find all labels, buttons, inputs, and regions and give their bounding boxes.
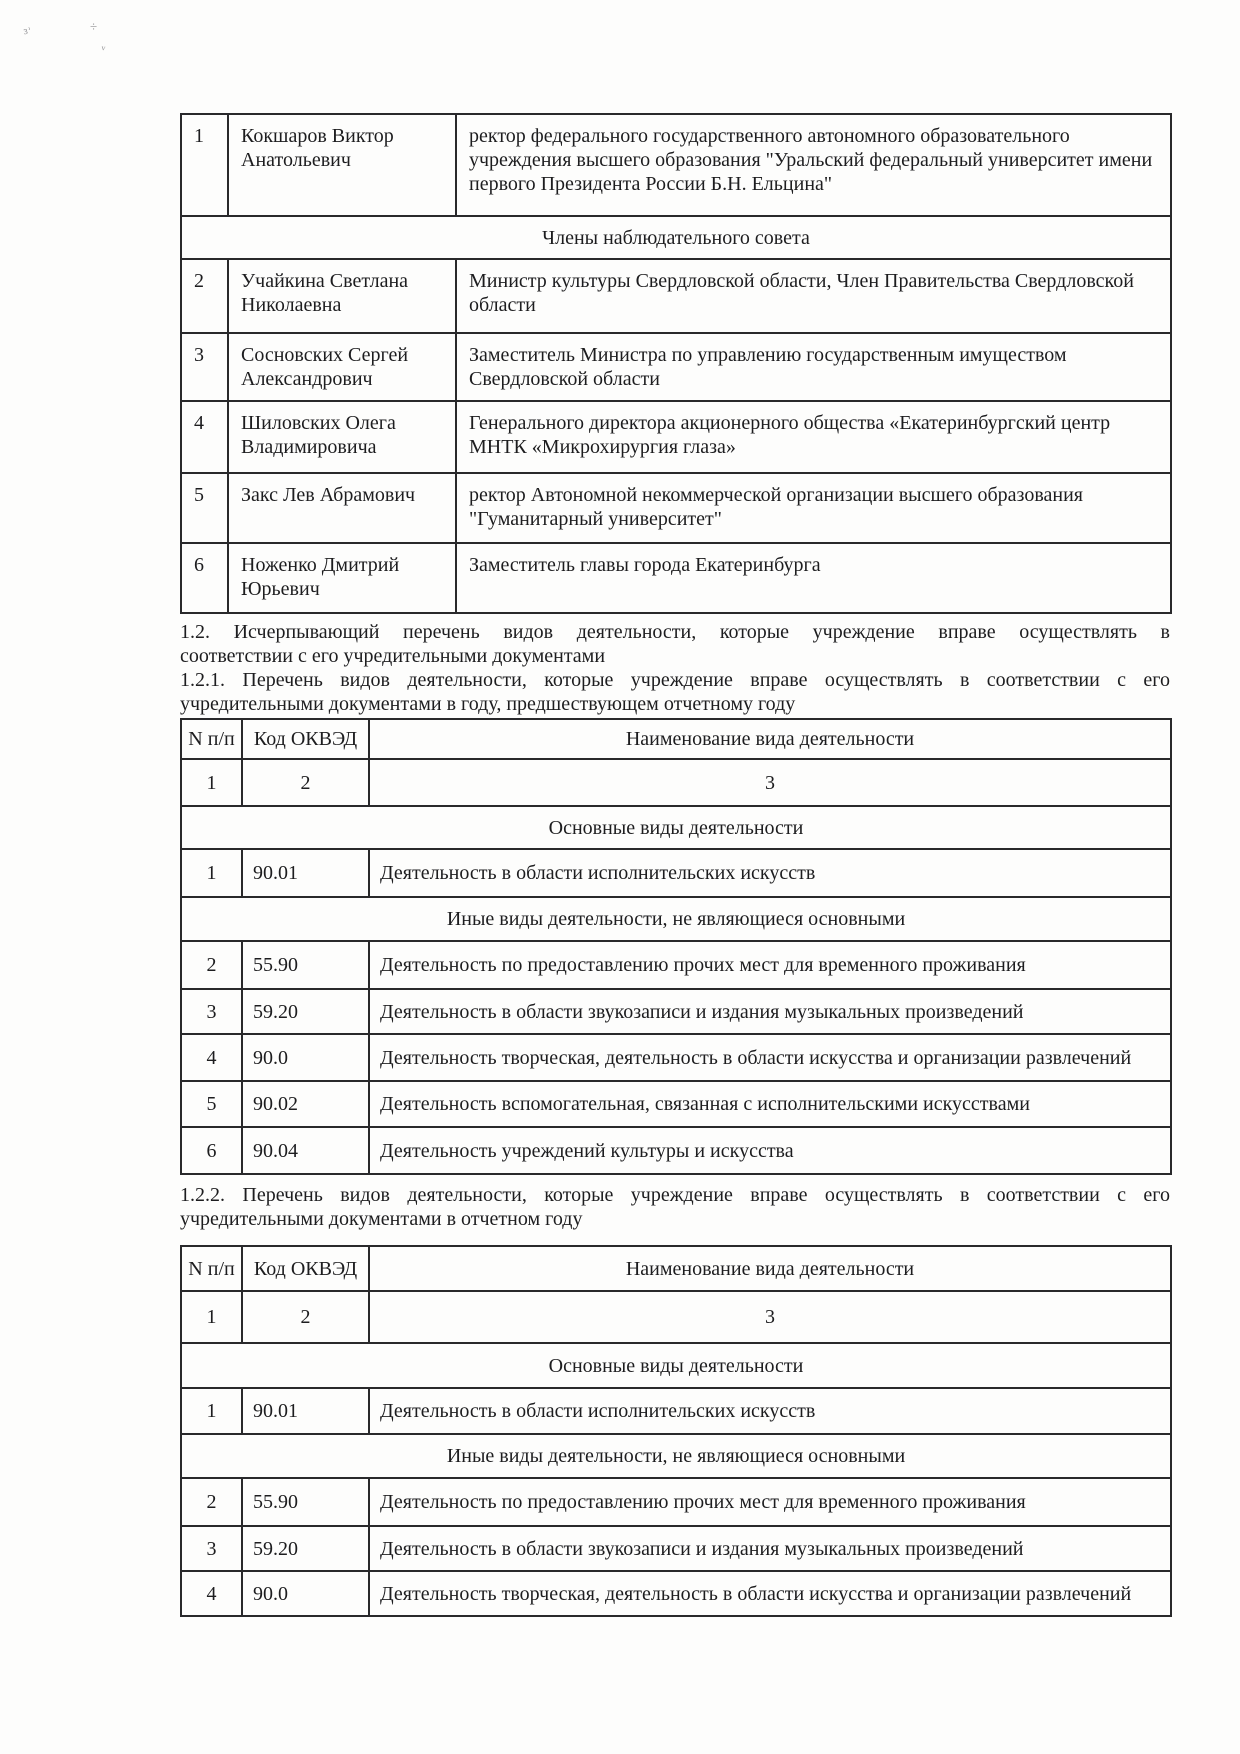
- activity-code: 90.0: [242, 1571, 369, 1616]
- activity-number: 2: [181, 941, 242, 989]
- member-position: Заместитель главы города Екатеринбурга: [456, 543, 1171, 613]
- members-table: [180, 113, 1172, 614]
- table-header-row: [181, 1246, 1171, 1291]
- member-position: Заместитель Министра по управлению государственным имуществом Свердловской области: [456, 333, 1171, 401]
- table-row: [181, 989, 1171, 1034]
- activity-number: 4: [181, 1034, 242, 1081]
- table-row: [181, 941, 1171, 989]
- paragraph-line: соответствии с его учредительными документами: [180, 645, 606, 667]
- paragraph-line: учредительными документами в году, предшествующем отчетному году: [180, 693, 796, 715]
- member-position: Министр культуры Свердловской области, Член Правительства Свердловской области: [456, 259, 1171, 333]
- table-row: [181, 259, 1171, 333]
- activity-number: 3: [181, 989, 242, 1034]
- activity-name: Деятельность творческая, деятельность в области искусства и организации развлечений: [369, 1034, 1171, 1081]
- section-1-2-1-paragraph: [180, 668, 1170, 716]
- activity-name: Деятельность учреждений культуры и искусства: [369, 1127, 1171, 1174]
- activity-number: 6: [181, 1127, 242, 1174]
- table-row: [181, 1388, 1171, 1434]
- activity-number: 1: [181, 849, 242, 897]
- other-activities-label: Иные виды деятельности, не являющиеся основными: [181, 1434, 1171, 1478]
- column-index: 2: [242, 1291, 369, 1343]
- activity-code: 90.02: [242, 1081, 369, 1127]
- table-section-row: [181, 1434, 1171, 1478]
- activity-code: 90.01: [242, 849, 369, 897]
- column-index: 3: [369, 1291, 1171, 1343]
- table-row: [181, 1571, 1171, 1616]
- table-row: [181, 1526, 1171, 1571]
- member-number: 1: [181, 114, 228, 216]
- activity-code: 55.90: [242, 941, 369, 989]
- member-name: Сосновских Сергей Александрович: [228, 333, 456, 401]
- table-section-row: [181, 1343, 1171, 1388]
- table-section-row: [181, 897, 1171, 941]
- column-index: 2: [242, 759, 369, 806]
- activity-number: 3: [181, 1526, 242, 1571]
- activity-code: 90.01: [242, 1388, 369, 1434]
- activity-number: 5: [181, 1081, 242, 1127]
- column-header-name: Наименование вида деятельности: [369, 1246, 1171, 1291]
- table-section-row: [181, 806, 1171, 849]
- table-row: [181, 1034, 1171, 1081]
- scan-artifact-mark: ³ʾ: [22, 24, 34, 41]
- table-row: [181, 473, 1171, 543]
- table-header-row: [181, 719, 1171, 759]
- paragraph-line: 1.2.2. Перечень видов деятельности, которые учреждение вправе осуществлять в соответствии с его: [180, 1184, 1170, 1206]
- activity-number: 4: [181, 1571, 242, 1616]
- member-position: ректор Автономной некоммерческой организации высшего образования "Гуманитарный университет": [456, 473, 1171, 543]
- member-name: Закс Лев Абрамович: [228, 473, 456, 543]
- column-index: 1: [181, 1291, 242, 1343]
- activity-name: Деятельность по предоставлению прочих мест для временного проживания: [369, 941, 1171, 989]
- member-number: 4: [181, 401, 228, 473]
- table-row: [181, 333, 1171, 401]
- activity-number: 1: [181, 1388, 242, 1434]
- okved-table-report-year: [180, 1245, 1172, 1617]
- main-activities-label: Основные виды деятельности: [181, 806, 1171, 849]
- member-number: 3: [181, 333, 228, 401]
- member-name: Кокшаров Виктор Анатольевич: [228, 114, 456, 216]
- member-name: Учайкина Светлана Николаевна: [228, 259, 456, 333]
- activity-name: Деятельность в области звукозаписи и издания музыкальных произведений: [369, 989, 1171, 1034]
- member-number: 6: [181, 543, 228, 613]
- activity-name: Деятельность в области исполнительских искусств: [369, 849, 1171, 897]
- section-1-2-paragraph: [180, 620, 1170, 668]
- scan-artifact-mark: ÷: [90, 19, 98, 34]
- activity-code: 90.0: [242, 1034, 369, 1081]
- member-number: 5: [181, 473, 228, 543]
- column-header-num: N п/п: [181, 719, 242, 759]
- table-row: [181, 849, 1171, 897]
- document-page: [180, 113, 1170, 1617]
- member-position: ректор федерального государственного автономного образовательного учреждения высшего образования "Уральский федеральный университет имени первого Президента России Б.Н. Ельцина": [456, 114, 1171, 216]
- table-row: [181, 1081, 1171, 1127]
- paragraph-line: учредительными документами в отчетном году: [180, 1208, 583, 1230]
- activity-name: Деятельность в области исполнительских искусств: [369, 1388, 1171, 1434]
- paragraph-line: 1.2.1. Перечень видов деятельности, которые учреждение вправе осуществлять в соответствии с его: [180, 669, 1170, 691]
- column-index: 1: [181, 759, 242, 806]
- okved-table-previous-year: [180, 718, 1172, 1175]
- table-row: [181, 543, 1171, 613]
- activity-code: 90.04: [242, 1127, 369, 1174]
- column-index-row: [181, 1291, 1171, 1343]
- table-row: [181, 401, 1171, 473]
- member-name: Шиловских Олега Владимировича: [228, 401, 456, 473]
- member-number: 2: [181, 259, 228, 333]
- other-activities-label: Иные виды деятельности, не являющиеся основными: [181, 897, 1171, 941]
- member-position: Генерального директора акционерного общества «Екатеринбургский центр МНТК «Микрохирургия глаза»: [456, 401, 1171, 473]
- table-row: [181, 1478, 1171, 1526]
- activity-code: 55.90: [242, 1478, 369, 1526]
- activity-name: Деятельность вспомогательная, связанная с исполнительскими искусствами: [369, 1081, 1171, 1127]
- member-name: Ноженко Дмитрий Юрьевич: [228, 543, 456, 613]
- column-header-num: N п/п: [181, 1246, 242, 1291]
- table-section-row: [181, 216, 1171, 259]
- scan-artifact-mark: ᵥ: [100, 36, 107, 53]
- paragraph-line: 1.2. Исчерпывающий перечень видов деятельности, которые учреждение вправе осуществлять в: [180, 621, 1170, 643]
- members-section-header: Члены наблюдательного совета: [181, 216, 1171, 259]
- table-row: [181, 1127, 1171, 1174]
- activity-name: Деятельность по предоставлению прочих мест для временного проживания: [369, 1478, 1171, 1526]
- column-header-name: Наименование вида деятельности: [369, 719, 1171, 759]
- activity-name: Деятельность творческая, деятельность в области искусства и организации развлечений: [369, 1571, 1171, 1616]
- section-1-2-2-paragraph: [180, 1183, 1170, 1231]
- table-row: [181, 114, 1171, 216]
- column-header-code: Код ОКВЭД: [242, 1246, 369, 1291]
- main-activities-label: Основные виды деятельности: [181, 1343, 1171, 1388]
- activity-name: Деятельность в области звукозаписи и издания музыкальных произведений: [369, 1526, 1171, 1571]
- activity-code: 59.20: [242, 989, 369, 1034]
- activity-number: 2: [181, 1478, 242, 1526]
- column-index: 3: [369, 759, 1171, 806]
- column-header-code: Код ОКВЭД: [242, 719, 369, 759]
- column-index-row: [181, 759, 1171, 806]
- activity-code: 59.20: [242, 1526, 369, 1571]
